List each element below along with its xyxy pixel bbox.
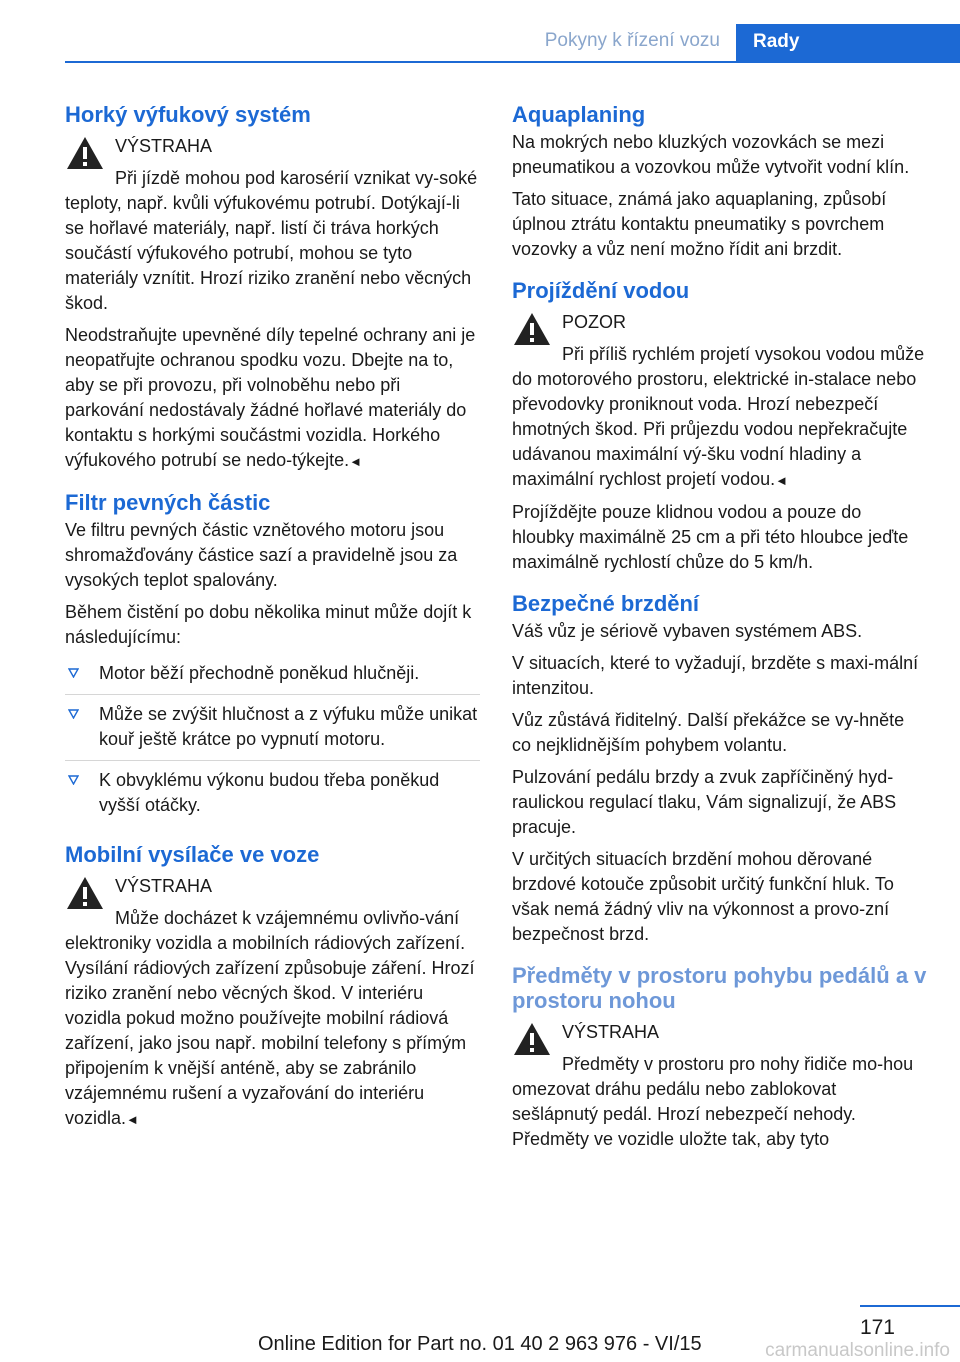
warning-label: VÝSTRAHA — [115, 136, 213, 156]
list-item — [65, 694, 480, 760]
heading-mobile-transmitters: Mobilní vysílače ve voze — [65, 842, 320, 867]
triangle-bullet-icon — [68, 775, 79, 785]
page-header — [0, 24, 960, 62]
warning-triangle-icon — [512, 311, 552, 347]
paragraph-particle-filter: Ve filtru pevných částic vznětového motoru jsou shromažďovány částice sazí a pravidelně jsou za vysokých teplot spalovány. — [65, 520, 458, 590]
header-chapter-tab: Rady — [736, 24, 960, 62]
heading-objects-footwell: Předměty v prostoru pohybu pedálů a v prostoru nohou — [512, 963, 927, 1013]
paragraph-aquaplaning-1: Na mokrých nebo kluzkých vozovkách se mezi pneumatikou a vozovkou může vytvořit vodní klín. — [512, 132, 910, 177]
paragraph-cleaning: Během čistění po dobu několika minut může dojít k následujícímu: — [65, 602, 472, 647]
list-item — [65, 657, 480, 694]
paragraph-brake-intensity: V situacích, které to vyžadují, brzděte s maxi-mální intenzitou. — [512, 653, 919, 698]
warning-label: VÝSTRAHA — [562, 1022, 660, 1042]
heading-hot-exhaust: Horký výfukový systém — [65, 102, 311, 127]
heading-safe-braking: Bezpečné brzdění — [512, 591, 700, 616]
heading-particle-filter: Filtr pevných částic — [65, 490, 271, 515]
list-item-text: Motor běží přechodně poněkud hlučněji. — [99, 663, 420, 683]
warning-block-footwell — [512, 1016, 927, 1152]
watermark: carmanualsonline.info — [765, 1340, 950, 1361]
paragraph-brake-discs: V určitých situacích brzdění mohou děrované brzdové kotouče způsobit určitý funkční hluk. To však nemá žádný vliv na výkonnost a provo-zní bezpečnost brzd. — [512, 849, 894, 944]
warning-block-exhaust — [65, 130, 480, 316]
warning-text: Předměty v prostoru pro nohy řidiče mo-hou omezovat dráhu pedálu nebo zablokovat sešlápnutý pedál. Hrozí nebezpečí nehody. Předměty ve vozidle uložte tak, aby tyto — [512, 1054, 914, 1149]
end-marker: ◄ — [126, 1112, 139, 1127]
warning-text: Při jízdě mohou pod karosérií vznikat vy-soké teploty, např. kvůli výfukovému potrubí. Dotýkají-li se hořlavé materiály, např. listí či tráva horkých součástí výfukového potrubí, mohou se tyto materiály vznítit. Hrozí riziko zranění nebo věcných škod. — [65, 168, 478, 313]
warning-block-mobile — [65, 870, 480, 1132]
header-section-title: Pokyny k řízení vozu — [544, 30, 720, 51]
paragraph-abs: Váš vůz je sériově vybaven systémem ABS. — [512, 621, 863, 641]
end-marker: ◄ — [775, 473, 788, 488]
paragraph-pedal-pulsing: Pulzování pedálu brzdy a zvuk zapříčiněný hyd-raulickou regulací tlaku, Vám signalizují, že ABS pracuje. — [512, 767, 897, 837]
caution-block-water — [512, 306, 927, 493]
triangle-bullet-icon — [68, 668, 79, 678]
page-number: 171 — [859, 1316, 895, 1339]
bullet-list — [65, 657, 480, 826]
right-column — [512, 102, 927, 1159]
end-marker: ◄ — [349, 454, 363, 469]
heading-driving-through-water: Projíždění vodou — [512, 278, 690, 303]
list-item — [65, 760, 480, 826]
triangle-bullet-icon — [68, 709, 79, 719]
heading-aquaplaning: Aquaplaning — [512, 102, 646, 127]
footer-edition: Online Edition for Part no. 01 40 2 963 976 - VI/15 — [258, 1333, 702, 1355]
paragraph-aquaplaning-2: Tato situace, známá jako aquaplaning, způsobí úplnou ztrátu kontaktu pneumatiky s povrchem vozovky a vůz není možno řídit ani brzdit. — [512, 189, 887, 259]
caution-text: Při příliš rychlém projetí vysokou vodou může do motorového prostoru, elektrické in-stalace nebo převodovky proniknout voda. Hrozí nebezpečí hmotných škod. Při průjezdu vodou nepřekračujte udávanou maximální vý-šku vodní hladiny a maximální rychlost projetí vodou. — [512, 344, 925, 489]
caution-label: POZOR — [562, 312, 627, 332]
warning-triangle-icon — [65, 135, 105, 171]
footer-rule — [860, 1305, 960, 1307]
list-item-text: K obvyklému výkonu budou třeba poněkud vyšší otáčky. — [99, 770, 440, 815]
warning-triangle-icon — [512, 1021, 552, 1057]
warning-text: Může docházet k vzájemnému ovlivňo-vání elektroniky vozidla a mobilních rádiových zařízení. Vysílání rádiových zařízení způsobuje záření. Hrozí riziko zranění nebo věcných škod. V interiéru vozidla pokud možno používejte mobilní rádiová zařízení, jako jsou např. mobilní telefony s přímým připojením k vnější anténě, aby se zabránilo vzájemnému rušení a vyzařování do interiéru vozidla. — [65, 908, 475, 1128]
header-rule — [65, 61, 960, 63]
warning-label: VÝSTRAHA — [115, 876, 213, 896]
left-column — [65, 102, 480, 1139]
paragraph-water-depth: Projíždějte pouze klidnou vodou a pouze do hloubky maximálně 25 cm a při této hloubce jeďte maximálně rychlostí chůze do 5 km/h. — [512, 502, 909, 572]
paragraph-heat-protection: Neodstraňujte upevněné díly tepelné ochrany ani je neopatřujte ochranou spodku vozu. Dbejte na to, aby se při provozu, při volnoběhu nebo při parkování nedostávaly žádné hořlavé materiály do kontaktu s horkými součástmi vozidla. Horkého výfukového potrubí se nedo-týkejte. — [65, 325, 476, 470]
paragraph-steerable: Vůz zůstává řiditelný. Další překážce se vy-hněte co nejklidnějším pohybem volantu. — [512, 710, 905, 755]
warning-triangle-icon — [65, 875, 105, 911]
list-item-text: Může se zvýšit hlučnost a z výfuku může unikat kouř ještě krátce po vypnutí motoru. — [99, 704, 478, 749]
